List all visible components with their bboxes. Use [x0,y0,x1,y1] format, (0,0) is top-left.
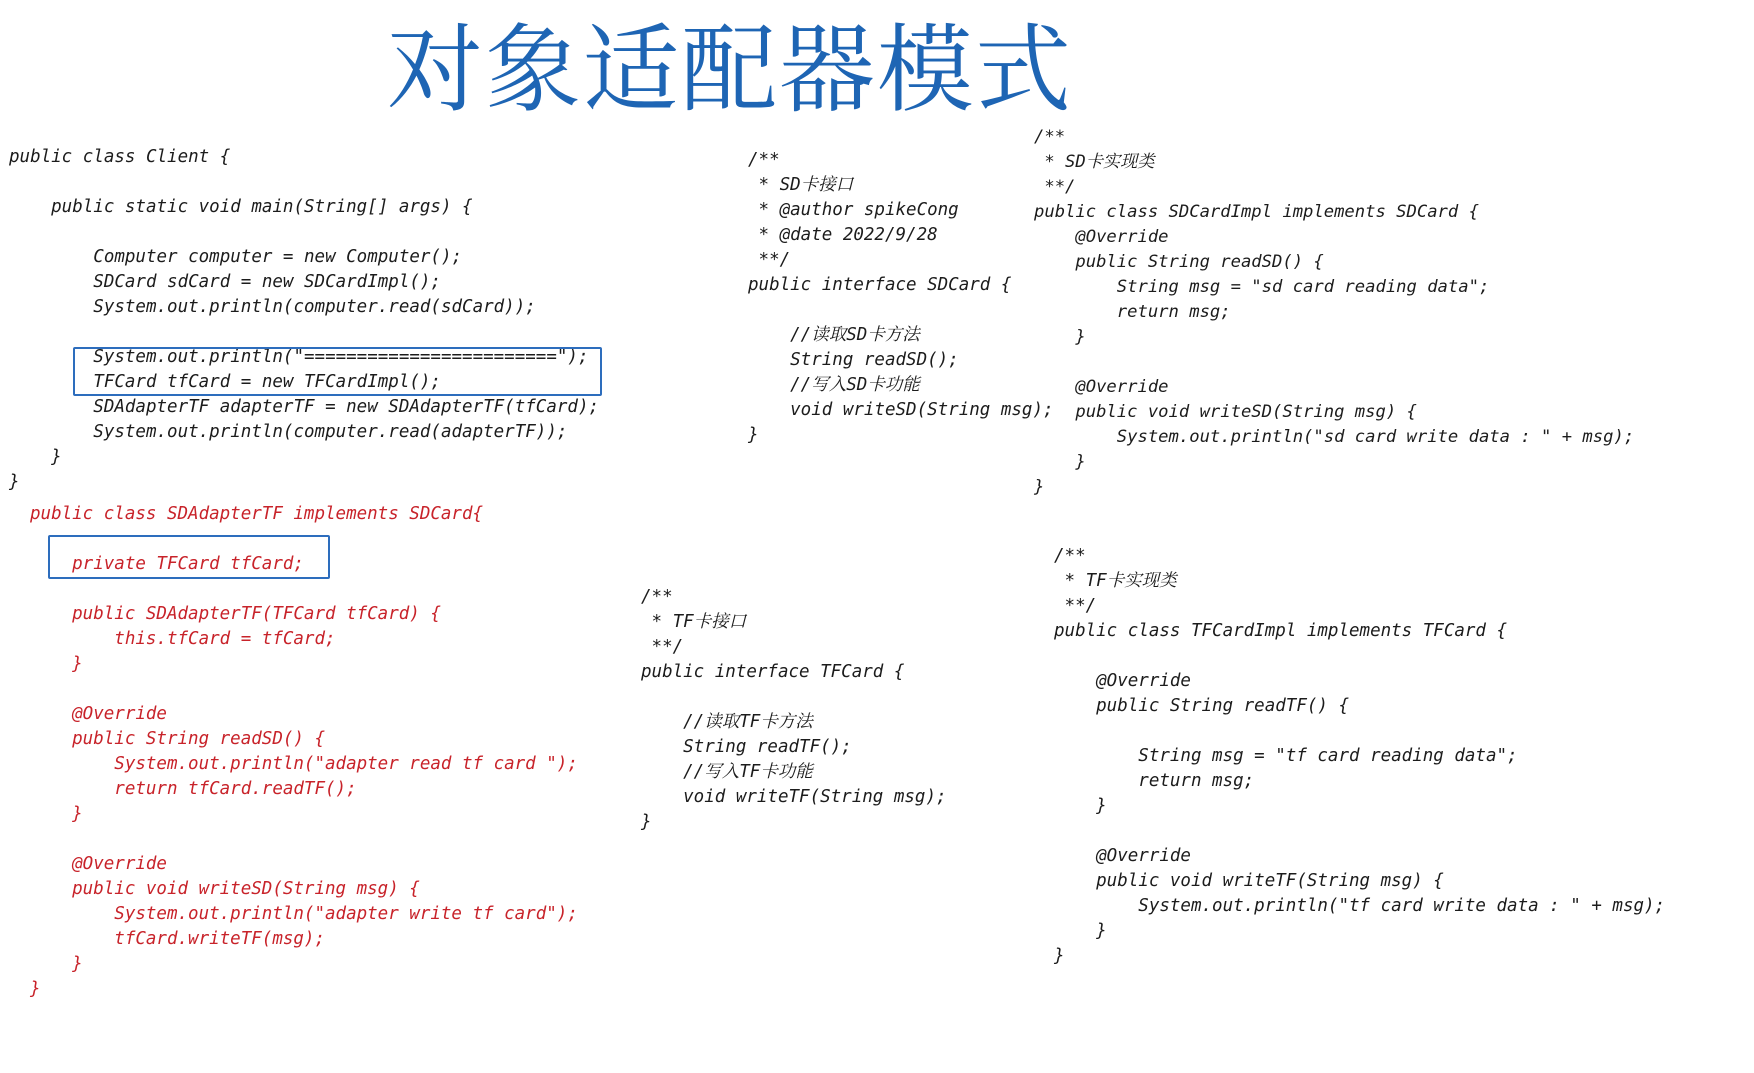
client-adapter-highlight-box [73,347,602,396]
code-line: public class Client { [9,147,231,167]
code-line: } [1054,921,1107,941]
code-line: * SD卡接口 [748,175,854,195]
code-line: **/ [641,637,684,657]
code-line: @Override [1034,227,1169,247]
code-line: String readSD(); [748,350,959,370]
code-line: } [1054,946,1065,966]
code-line: } [1034,477,1045,497]
tfcard-interface-code [641,586,947,836]
code-line: public String readSD() { [1034,252,1324,272]
code-line: public static void main(String[] args) { [9,197,473,217]
code-line: public class SDCardImpl implements SDCard { [1034,202,1479,222]
code-line: public void writeSD(String msg) { [1034,402,1417,422]
code-line: } [748,425,759,445]
code-line: @Override [1034,377,1169,397]
code-line: SDCard sdCard = new SDCardImpl(); [9,272,441,292]
client-class-code [9,145,599,495]
code-line: } [30,979,41,999]
code-line: String readTF(); [641,737,852,757]
code-line: } [30,954,83,974]
code-line: public interface SDCard { [748,275,1012,295]
code-line: /** [1034,127,1066,147]
code-line: tfCard.writeTF(msg); [30,929,326,949]
code-line: * SD卡实现类 [1034,152,1155,172]
code-line: String msg = "sd card reading data"; [1034,277,1490,297]
code-line: System.out.println(computer.read(sdCard)); [9,297,536,317]
code-line [1054,645,1665,670]
code-line [1054,720,1665,745]
code-line: void writeSD(String msg); [748,400,1054,420]
code-line: TFCard tfCard = new TFCardImpl(); [9,372,441,392]
code-line: System.out.println(computer.read(adapterTF)); [9,422,568,442]
code-line: System.out.println("sd card write data : " + msg); [1034,427,1635,447]
code-line: * @author spikeCong [748,200,959,220]
code-line [748,298,1054,323]
code-line: **/ [1034,177,1076,197]
code-line: void writeTF(String msg); [641,787,947,807]
code-line: **/ [748,250,791,270]
code-line: System.out.println("adapter read tf card "); [30,754,578,774]
code-line: //写入TF卡功能 [641,762,813,782]
code-line: //读取TF卡方法 [641,712,813,732]
code-line: SDAdapterTF adapterTF = new SDAdapterTF(tfCard); [9,397,600,417]
code-line: @Override [30,704,167,724]
code-line: this.tfCard = tfCard; [30,629,336,649]
code-line: System.out.println("adapter write tf card"); [30,904,578,924]
code-line: public String readSD() { [30,729,326,749]
code-line: } [30,654,83,674]
code-line: private TFCard tfCard; [30,554,304,574]
code-line: } [641,812,652,832]
code-line: @Override [1054,846,1191,866]
code-line: public interface TFCard { [641,662,905,682]
code-line: String msg = "tf card reading data"; [1054,746,1518,766]
code-line: public void writeTF(String msg) { [1054,871,1444,891]
adapter-field-highlight-box [48,535,330,579]
slide-title: 对象适配器模式 [387,14,1073,126]
code-line: public class TFCardImpl implements TFCard { [1054,621,1508,641]
code-line: System.out.println("========================"); [9,347,589,367]
code-line: **/ [1054,596,1097,616]
code-line: Computer computer = new Computer(); [9,247,463,267]
code-line: } [1034,327,1086,347]
code-line [9,170,599,195]
code-line [1054,820,1665,845]
code-line: * @date 2022/9/28 [748,225,938,245]
code-line [30,578,578,603]
code-line: return msg; [1054,771,1255,791]
code-line: } [1034,452,1086,472]
code-line: } [9,447,62,467]
code-line: public String readTF() { [1054,696,1350,716]
code-line [9,320,599,345]
code-line: public class SDAdapterTF implements SDCard{ [30,504,484,524]
code-line: @Override [1054,671,1191,691]
code-line [30,678,578,703]
code-line: /** [748,150,780,170]
code-line: } [30,804,83,824]
code-line: return tfCard.readTF(); [30,779,357,799]
code-line: System.out.println("tf card write data : " + msg); [1054,896,1666,916]
code-line: /** [1054,546,1086,566]
code-line [641,686,947,711]
code-line: * TF卡实现类 [1054,571,1177,591]
code-line: @Override [30,854,167,874]
sdcard-impl-code [1034,126,1634,501]
code-line: return msg; [1034,302,1231,322]
tfcard-impl-code [1054,545,1665,970]
code-line: } [1054,796,1107,816]
code-line: * TF卡接口 [641,612,747,632]
code-line [1034,351,1634,376]
code-line: //写入SD卡功能 [748,375,920,395]
code-line: public void writeSD(String msg) { [30,879,420,899]
code-line: /** [641,587,673,607]
code-line: //读取SD卡方法 [748,325,920,345]
code-line [9,220,599,245]
code-line [30,828,578,853]
code-line: } [9,472,20,492]
sdcard-interface-code [748,148,1054,448]
code-line: public SDAdapterTF(TFCard tfCard) { [30,604,441,624]
